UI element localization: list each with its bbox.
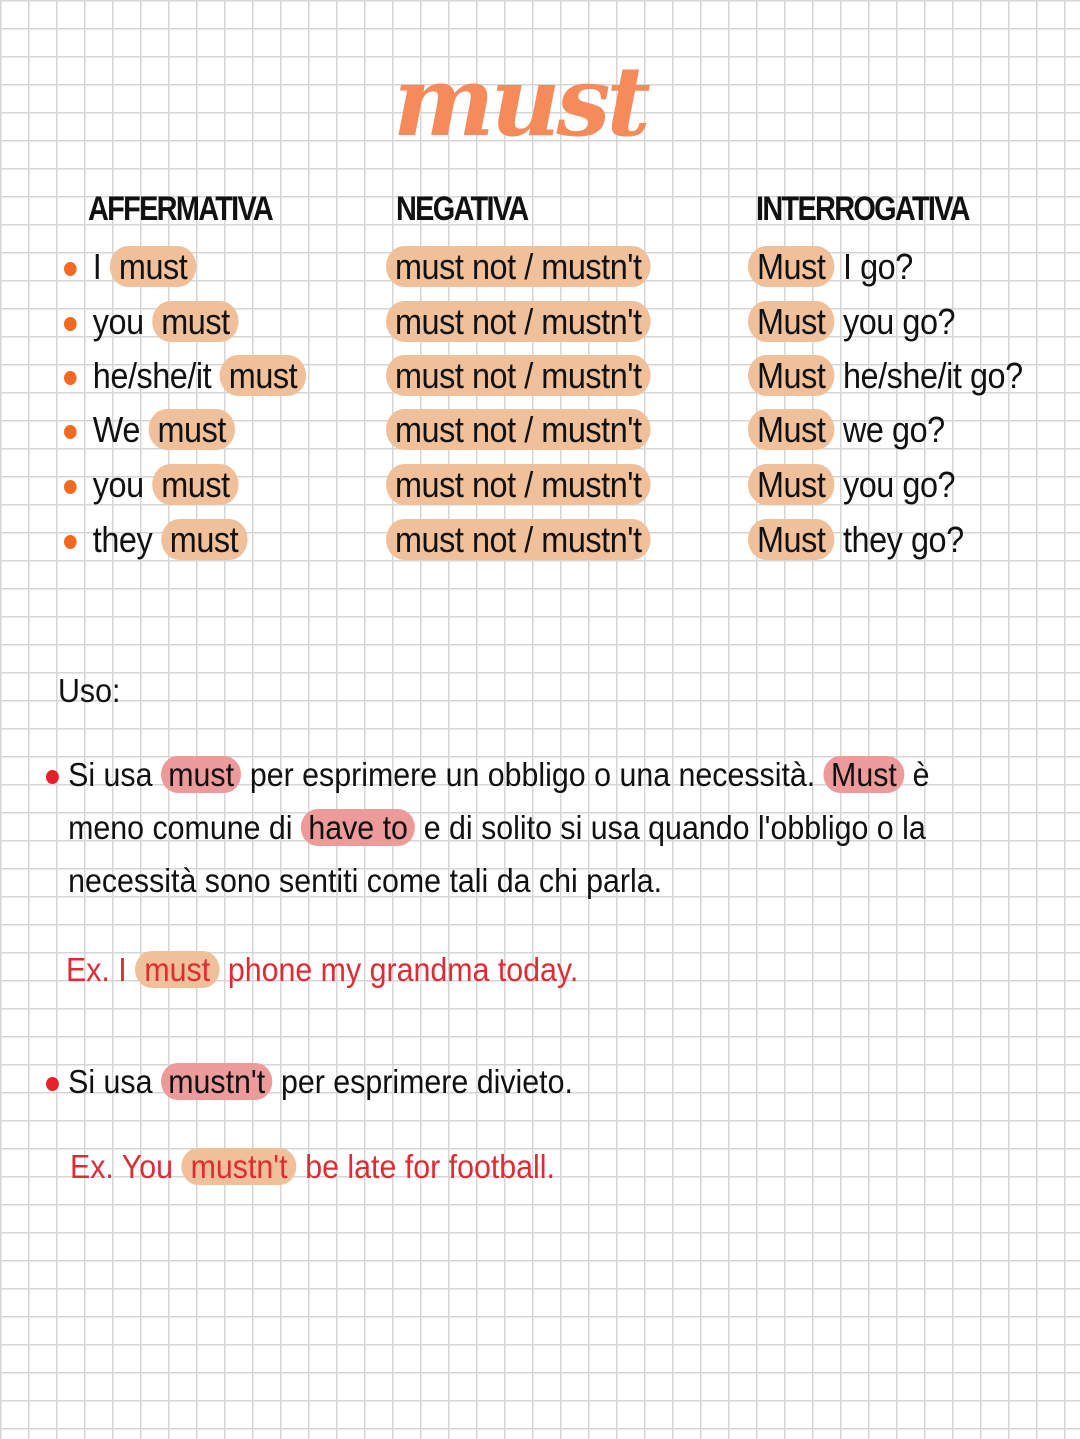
highlight: must not / mustn't xyxy=(386,246,651,287)
bullet-icon xyxy=(64,425,77,439)
highlight: Must xyxy=(824,756,905,793)
interrogativa-row xyxy=(748,518,964,562)
negativa-row xyxy=(386,518,651,562)
highlight: must xyxy=(110,246,196,287)
affermativa-row xyxy=(64,463,239,507)
bullet-icon xyxy=(64,371,77,385)
rest: I go? xyxy=(842,246,913,287)
text: per esprimere un obbligo o una necessità. xyxy=(249,756,816,793)
header-negativa: NEGATIVA xyxy=(396,190,528,228)
header-affermativa: AFFERMATIVA xyxy=(88,190,273,228)
text: è xyxy=(912,756,930,793)
highlight: must not / mustn't xyxy=(386,301,651,342)
negativa-row xyxy=(386,354,651,398)
rest: they go? xyxy=(842,519,964,560)
text: be late for football. xyxy=(305,1148,555,1185)
bullet-icon xyxy=(64,535,77,549)
rest: we go? xyxy=(842,409,945,450)
bullet-icon xyxy=(46,770,59,784)
subject: you xyxy=(92,301,144,342)
highlight: must not / mustn't xyxy=(386,464,651,505)
bullet-icon xyxy=(46,1077,59,1091)
text: e di solito si usa quando l'obbligo o la xyxy=(423,809,926,846)
subject: he/she/it xyxy=(92,355,212,396)
highlight: must not / mustn't xyxy=(386,519,651,560)
text: Ex. I xyxy=(66,951,127,988)
highlight: must xyxy=(135,951,219,988)
highlight: Must xyxy=(748,519,834,560)
highlight: Must xyxy=(748,464,834,505)
negativa-row xyxy=(386,463,651,507)
highlight: must xyxy=(148,409,234,450)
affermativa-row xyxy=(64,518,247,562)
affermativa-row xyxy=(64,245,196,289)
bullet-icon xyxy=(64,262,77,276)
highlight: have to xyxy=(301,809,415,846)
example-2 xyxy=(70,1140,555,1193)
text: Si usa xyxy=(68,756,153,793)
text: meno comune di xyxy=(68,809,293,846)
negativa-row xyxy=(386,408,651,452)
negativa-row xyxy=(386,245,651,289)
highlight: Must xyxy=(748,409,834,450)
subject: you xyxy=(92,464,144,505)
highlight: Must xyxy=(748,301,834,342)
usage-bullet-2 xyxy=(46,1055,573,1108)
text: phone my grandma today. xyxy=(227,951,579,988)
interrogativa-row xyxy=(748,245,913,289)
rest: you go? xyxy=(842,301,956,342)
subject: We xyxy=(92,409,140,450)
highlight: mustn't xyxy=(161,1063,273,1100)
highlight: Must xyxy=(748,355,834,396)
example-1 xyxy=(66,943,578,996)
highlight: must xyxy=(220,355,306,396)
highlight: Must xyxy=(748,246,834,287)
rest: he/she/it go? xyxy=(842,355,1023,396)
text: Ex. You xyxy=(70,1148,173,1185)
subject: they xyxy=(92,519,153,560)
text: per esprimere divieto. xyxy=(280,1063,573,1100)
subject: I xyxy=(92,246,102,287)
header-interrogativa: INTERROGATIVA xyxy=(756,190,969,228)
uso-label: Uso: xyxy=(58,672,121,709)
highlight: must xyxy=(161,519,247,560)
text: necessità sono sentiti come tali da chi parla. xyxy=(68,862,663,899)
rest: you go? xyxy=(842,464,956,505)
affermativa-row xyxy=(64,408,235,452)
page-title: must xyxy=(393,45,647,158)
text: Si usa xyxy=(68,1063,153,1100)
negativa-row xyxy=(386,300,651,344)
interrogativa-row xyxy=(748,300,955,344)
affermativa-row xyxy=(64,300,239,344)
affermativa-row xyxy=(64,354,306,398)
highlight: must not / mustn't xyxy=(386,409,651,450)
bullet-icon xyxy=(64,480,77,494)
usage-bullet-1 xyxy=(46,748,930,907)
bullet-icon xyxy=(64,317,77,331)
interrogativa-row xyxy=(748,463,955,507)
highlight: mustn't xyxy=(181,1148,296,1185)
interrogativa-row xyxy=(748,408,945,452)
highlight: must not / mustn't xyxy=(386,355,651,396)
highlight: must xyxy=(152,301,238,342)
interrogativa-row xyxy=(748,354,1023,398)
highlight: must xyxy=(152,464,238,505)
highlight: must xyxy=(161,756,242,793)
